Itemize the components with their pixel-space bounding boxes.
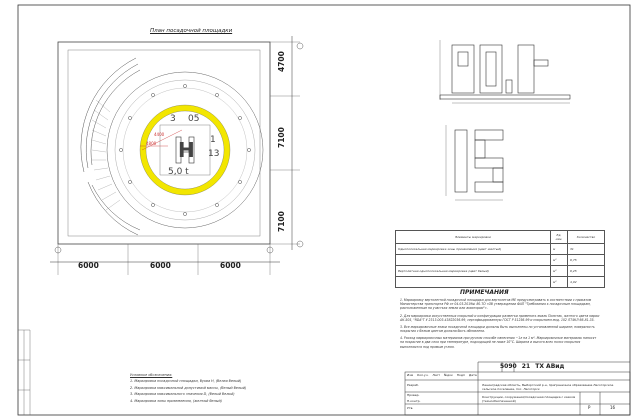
spec-header-qty: Количество bbox=[568, 231, 605, 244]
role-2: Провер. bbox=[407, 393, 420, 397]
sheet-title: Конструкции, сооружения/посадочная площадка с казком (технообеспеченной) bbox=[482, 395, 576, 403]
spec-header-name: Элементы маркировки bbox=[396, 231, 551, 244]
side-number-1: 1 bbox=[210, 135, 216, 145]
legend-item-4: 4. Маркировка зоны приземления, (желтый белый) bbox=[130, 398, 222, 403]
role-1: Разраб. bbox=[407, 383, 419, 387]
legend-item-3: 3. Маркировка максимального значения D, (белый белый) bbox=[130, 392, 235, 397]
table-row: м² 4,02 bbox=[396, 277, 605, 288]
doc-code: 5090 21 ТХ АВид bbox=[500, 363, 565, 370]
legend-item-1: 1. Маркировка посадочной площадки, буква Н, (белая белый) bbox=[130, 379, 242, 384]
dim-v-2: 7100 bbox=[277, 127, 286, 148]
legend-item-2: 2. Маркировка максимальной допустимой массы, (белый белый) bbox=[130, 385, 247, 390]
col-headers: Изм Кол.уч. Лист №док Подп Дата bbox=[407, 373, 477, 377]
spec-table bbox=[395, 230, 605, 288]
notes-block bbox=[400, 298, 600, 352]
stage: Р bbox=[588, 405, 591, 410]
side-number-2: 13 bbox=[208, 149, 220, 159]
role-3: Н.контр. bbox=[407, 399, 421, 403]
top-number-1: 3 bbox=[170, 114, 176, 124]
table-row: м² 6,75 bbox=[396, 255, 605, 266]
table-row: Вертолетная однополосальная маркировка (цвет белый) м² 9,25 bbox=[396, 266, 605, 277]
letter-marking: H bbox=[178, 138, 195, 162]
plan-title: План посадочной площадки bbox=[150, 28, 233, 34]
dim-h-1: 6000 bbox=[78, 261, 99, 270]
note-3: 3. Все маркировочные знаки посадочной площадки должны быть выполнены по установленной ширине; поверхность покрытия с белым цветом должна быть обновлена. bbox=[400, 324, 595, 334]
spec-header-unit: Ед. изм. bbox=[551, 231, 568, 244]
legend-title: Условные обозначения: bbox=[130, 373, 173, 377]
org-text: Ленинградская область, Выборгский р-н, приграничное образование Лесогорское сельское поселение, пос. Лесогорск bbox=[482, 383, 614, 391]
dim-h-2: 6000 bbox=[150, 261, 171, 270]
note-4: 4. Расход маркировочных материалов при ручном способе нанесения ~1л на 1 м². Маркировочные материалы наносят на покрытие в два слоя при температуре, подходящей не ниже 10°С. Ширина и высота всех полос покрытия выполняются под прямым углом. bbox=[400, 336, 597, 349]
weight-marking: 5,0 t bbox=[168, 167, 189, 177]
note-2: 2. Для маркировки искусственных покрытий и конфигурации разметки применять эмаль Пилотак, желтого цвета марки АК-505, "RDA"Т У 2313-003-43822036-99, сертифицированную ГОСТ Р 51256-99 и покрытием мод. 102 ЛТ4КЛ 66-81-35. bbox=[400, 313, 600, 322]
table-row: Однополосальная маркировка зоны приземления (цвет желтый) м 31 bbox=[396, 244, 605, 255]
legend bbox=[130, 372, 246, 404]
top-number-2: 05 bbox=[188, 114, 200, 124]
dim-v-1: 4700 bbox=[277, 51, 286, 72]
dim-v-3: 7100 bbox=[277, 211, 286, 232]
note-1: 1. Маркировку вертолетной посадочной площадки для вертолетов МЕ предусматривать в соответствии с приказом Министерства транспорта РФ от 04.03.2019№ 80-ТО «Об утверждении ФАП "Требования к посадочным площадкам, расположенным на участках земли или акватории"». bbox=[400, 298, 592, 311]
circle-dim-inner: 4800 bbox=[146, 141, 157, 146]
notes-title: ПРИМЕЧАНИЯ bbox=[460, 289, 509, 296]
circle-dim-outer: 4400 bbox=[154, 132, 165, 137]
dim-h-3: 6000 bbox=[220, 261, 241, 270]
role-4: Утв. bbox=[407, 406, 414, 410]
site-plan bbox=[50, 36, 303, 275]
sheet-number: 16 bbox=[610, 405, 616, 410]
